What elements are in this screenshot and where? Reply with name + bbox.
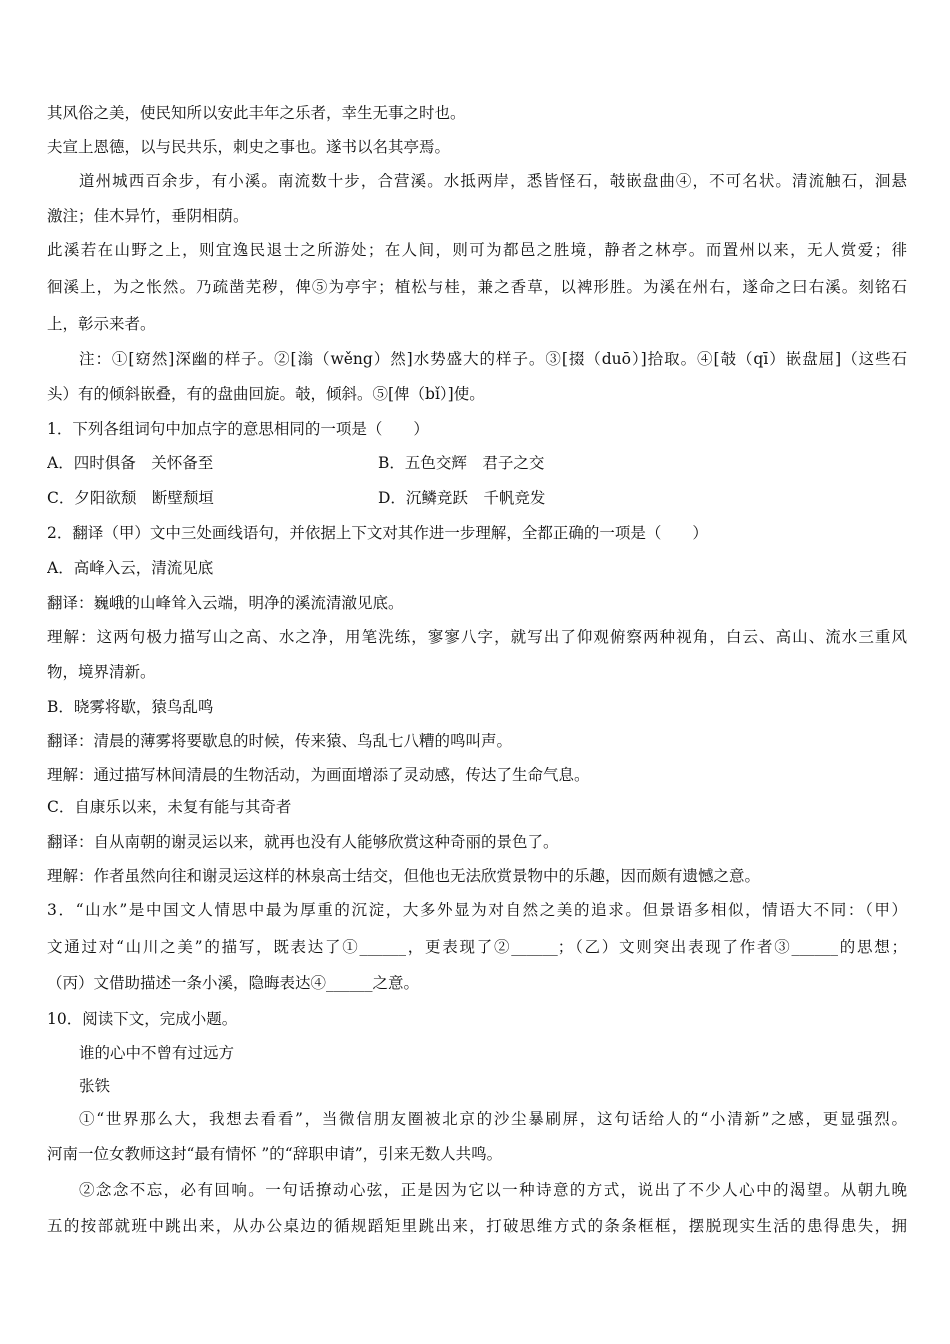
text-line: 徊溪上，为之怅然。乃疏凿芜秽，俾⑤为亭宇；植松与桂，兼之香草，以裨形胜。为溪在州右，遂命之曰右溪。刻铭石 [47,278,907,296]
option-b: B．五色交辉 君子之交 [378,454,545,472]
option-c: C．夕阳欲颓 断壁颓垣 [47,489,214,507]
translation-a: 翻译：巍峨的山峰耸入云端，明净的溪流清澈见底。 [47,594,404,612]
text-line: 激注；佳木异竹，垂阴相荫。 [47,207,249,225]
paragraph-line: 五的按部就班中跳出来，从办公桌边的循规蹈矩里跳出来，打破思维方式的条条框框，摆脱现实生活的患得患失，拥 [47,1217,907,1235]
article-title: 谁的心中不曾有过远方 [79,1044,235,1062]
choice-a: A．高峰入云，清流见底 [47,559,214,577]
question-2-stem: 2．翻译（甲）文中三处画线语句，并依据上下文对其作进一步理解，全都正确的一项是（ ） [47,524,708,542]
understanding-a: 理解：这两句极力描写山之高、水之净，用笔洗练，寥寥八字，就写出了仰观俯察两种视角，白云、高山、流水三重风 [47,628,907,646]
translation-b: 翻译：清晨的薄雾将要歇息的时候，传来猿、鸟乱七八糟的鸣叫声。 [47,732,513,750]
option-a: A．四时俱备 关怀备至 [47,454,214,472]
note-line: 头）有的倾斜嵌叠，有的盘曲回旋。攲，倾斜。⑤[俾（bǐ）]使。 [47,385,485,403]
text-line: 道州城西百余步，有小溪。南流数十步，合营溪。水抵两岸，悉皆怪石，攲嵌盘曲④，不可名状。清流触石，洄悬 [79,172,907,190]
article-author: 张铁 [79,1077,111,1095]
question-1-stem: 1．下列各组词句中加点字的意思相同的一项是（ ） [47,420,429,438]
text-line: 夫宣上恩德，以与民共乐，刺史之事也。遂书以名其亭焉。 [47,138,451,156]
paragraph-line: ②念念不忘，必有回响。一句话撩动心弦，正是因为它以一种诗意的方式，说出了不少人心中的渴望。从朝九晚 [79,1181,907,1199]
choice-b: B．晓雾将歇，猿鸟乱鸣 [47,698,214,716]
choice-c: C．自康乐以来，未复有能与其奇者 [47,798,292,816]
question-3-cont: 文通过对“山川之美”的描写，既表达了①______，更表现了②______；（乙）文则突出表现了作者③______的思想； [47,938,907,956]
text-line: 上，彰示来者。 [47,315,156,333]
text-line: 其风俗之美，使民知所以安此丰年之乐者，幸生无事之时也。 [47,104,466,122]
translation-c: 翻译：自从南朝的谢灵运以来，就再也没有人能够欣赏这种奇丽的景色了。 [47,833,559,851]
question-10-stem: 10．阅读下文，完成小题。 [47,1010,238,1028]
question-3-cont: （丙）文借助描述一条小溪，隐晦表达④______之意。 [47,974,420,992]
text-line: 此溪若在山野之上，则宜逸民退士之所游处；在人间，则可为都邑之胜境，静者之林亭。而置州以来，无人赏爱；徘 [47,241,907,259]
note-line: 注：①[窈然]深幽的样子。②[滃（wěng）然]水势盛大的样子。③[掇（duō）]拾取。④[攲（qī）嵌盘屈]（这些石 [79,350,907,368]
understanding-c: 理解：作者虽然向往和谢灵运这样的林泉高士结交，但他也无法欣赏景物中的乐趣，因而颇有遗憾之意。 [47,867,761,885]
understanding-b: 理解：通过描写林间清晨的生物活动，为画面增添了灵动感，传达了生命气息。 [47,766,590,784]
question-3-stem: 3．“山水”是中国文人情思中最为厚重的沉淀，大多外显为对自然之美的追求。但景语多相似，情语大不同：（甲） [47,901,907,919]
paragraph-line: ①“世界那么大，我想去看看”，当微信朋友圈被北京的沙尘暴刷屏，这句话给人的“小清新”之感，更显强烈。 [79,1110,907,1128]
understanding-a-cont: 物，境界清新。 [47,663,156,681]
option-d: D．沉鳞竞跃 千帆竞发 [378,489,546,507]
paragraph-line: 河南一位女教师这封“最有情怀 ”的“辞职申请”，引来无数人共鸣。 [47,1145,503,1163]
